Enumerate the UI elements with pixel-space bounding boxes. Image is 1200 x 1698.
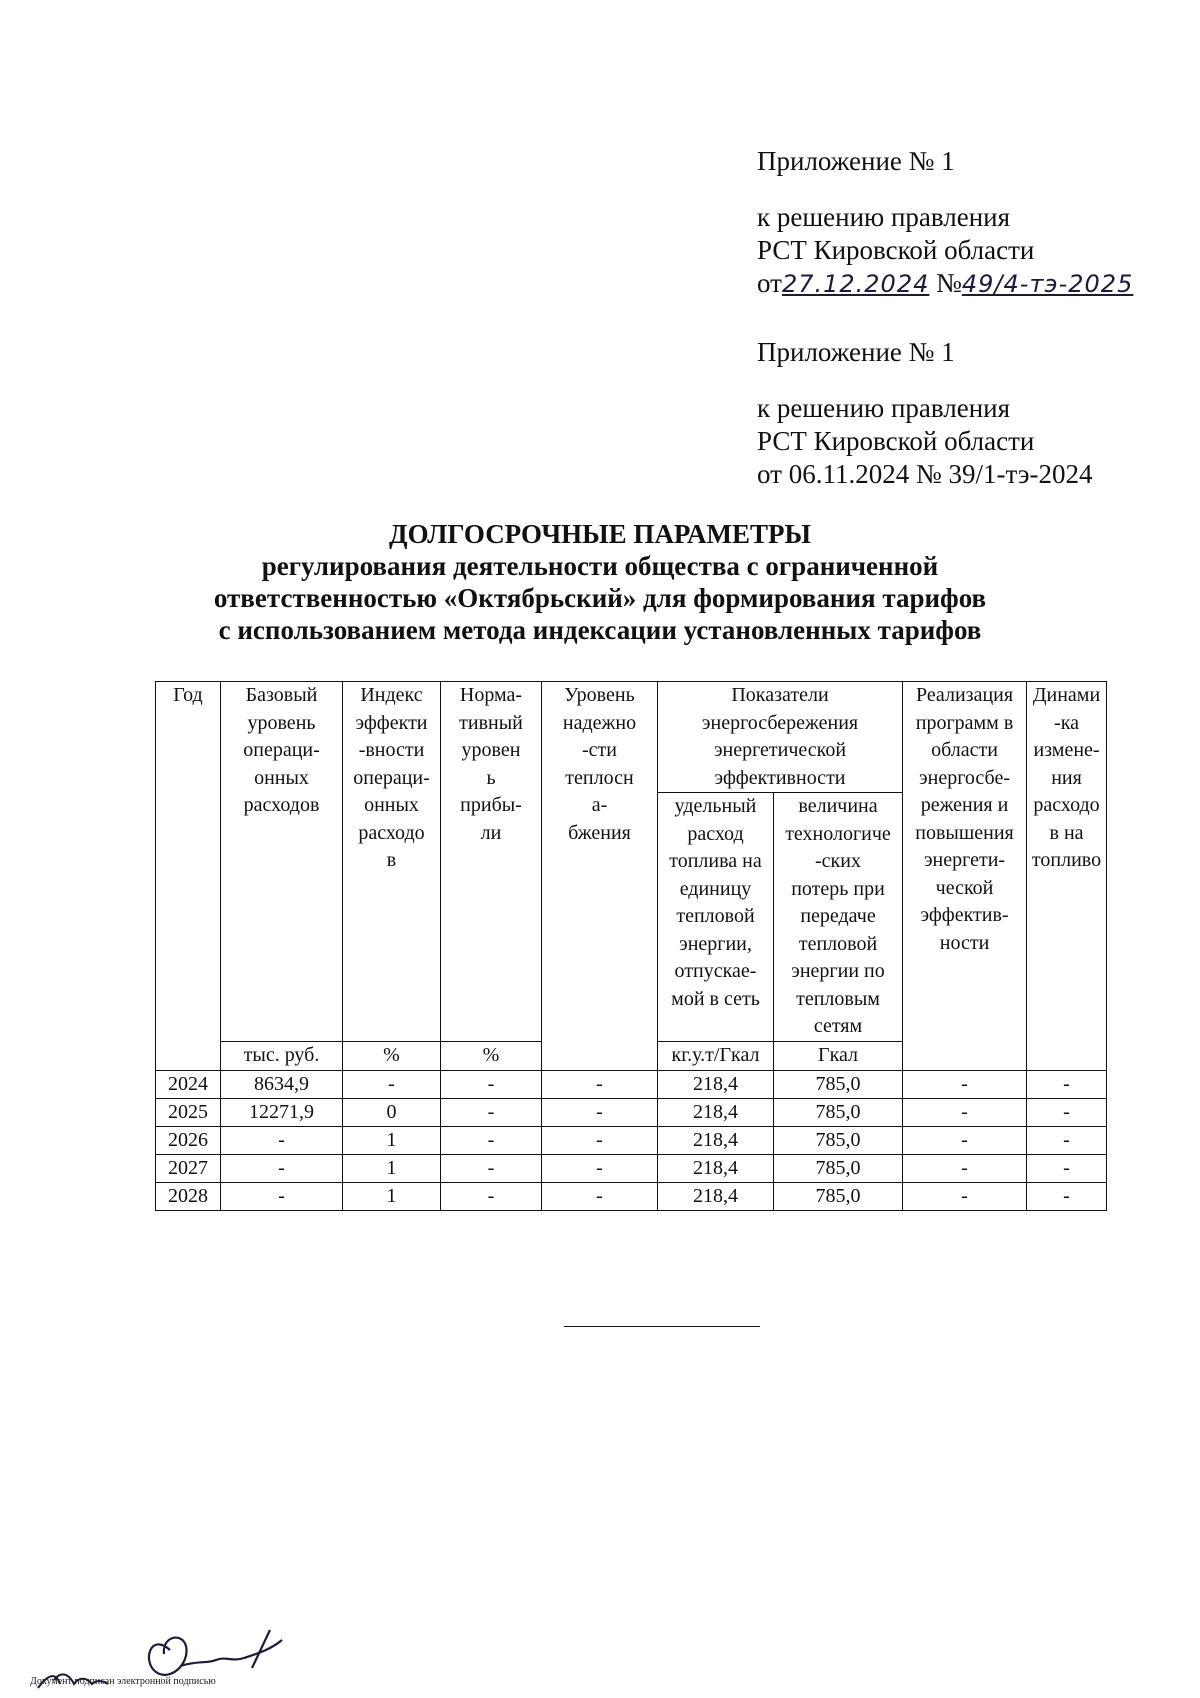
unit-normative-profit: % [441, 1041, 542, 1070]
header-line: Индекс [360, 684, 423, 706]
header-line: Уровень [564, 684, 635, 706]
cell-tech-losses: 785,0 [774, 1154, 903, 1182]
unit-tech-losses: Гкал [774, 1041, 903, 1070]
header-line: энергии, [679, 932, 752, 955]
header-line: ния [1051, 766, 1082, 789]
cell-efficiency-index: 1 [343, 1154, 441, 1182]
header-line: энергосбе- [919, 766, 1010, 789]
cell-normative-profit: - [441, 1098, 542, 1126]
table-row [156, 1126, 1107, 1154]
header-line: эффекти [355, 711, 428, 734]
header-line: уровень [247, 711, 316, 734]
header-line: Норма- [459, 684, 523, 706]
cell-tech-losses: 785,0 [774, 1126, 903, 1154]
cell-fuel-dynamics: - [1027, 1154, 1107, 1182]
end-of-document-rule [564, 1326, 760, 1327]
header-line: передаче [800, 905, 876, 927]
header-base-opex [221, 682, 343, 1042]
header-line: энергии по [791, 960, 885, 982]
appendix-label: Приложение № 1 [757, 146, 955, 176]
cell-base-opex: 12271,9 [221, 1098, 343, 1126]
unit-specific-fuel: кг.у.т/Гкал [658, 1041, 774, 1070]
header-line: эффективности [714, 766, 846, 789]
header-tech-losses [774, 793, 903, 1042]
header-line: технологиче [785, 822, 891, 845]
header-line: в [386, 849, 397, 871]
header-line: величина [798, 795, 878, 817]
cell-normative-profit: - [441, 1154, 542, 1182]
header-line: расходов [243, 794, 320, 816]
number-prefix: № [936, 268, 962, 298]
header-programs [903, 682, 1027, 1071]
header-line: Реализация [915, 684, 1014, 706]
cell-base-opex: - [221, 1154, 343, 1182]
header-line: расходо [358, 821, 425, 844]
table-row [156, 1098, 1107, 1126]
header-line: -вности [358, 739, 425, 761]
cell-reliability: - [542, 1182, 658, 1210]
header-line: сетям [813, 1015, 863, 1037]
title-line: с использованием метода индексации установленных тарифов [218, 615, 982, 645]
header-line: эффектив- [920, 904, 1009, 926]
cell-programs: - [903, 1182, 1027, 1210]
header-line: удельный [674, 795, 757, 817]
header-efficiency-index [343, 682, 441, 1042]
header-year: Год [156, 682, 221, 1071]
title-line: регулирования деятельности общества с ограниченной [261, 551, 939, 581]
header-line: уровен [461, 739, 521, 761]
cell-year: 2028 [156, 1182, 221, 1210]
header-line: тепловым [796, 987, 880, 1010]
header-reliability [542, 682, 658, 1071]
header-line: топлива на [669, 850, 762, 872]
header-line: режения и [920, 794, 1009, 816]
header-line: ь [486, 766, 496, 789]
header-line: бжения [568, 821, 631, 844]
title-main: ДОЛГОСРОЧНЫЕ ПАРАМЕТРЫ [389, 519, 811, 549]
header-line: мой в сеть [671, 987, 760, 1010]
header-line: области [931, 739, 998, 761]
long-term-parameters-table [155, 681, 1107, 1211]
header-line: ческой [935, 876, 994, 899]
appendix-header-current [757, 145, 1133, 301]
cell-year: 2027 [156, 1154, 221, 1182]
decision-line: к решению правления [757, 393, 1011, 423]
appendix-header-previous [757, 336, 1093, 491]
header-line: -сти [582, 739, 617, 761]
header-fuel-dynamics [1027, 682, 1107, 1071]
header-line: энергети- [923, 849, 1006, 871]
cell-efficiency-index: 1 [343, 1126, 441, 1154]
header-line: Динами [1032, 684, 1101, 706]
cell-reliability: - [542, 1098, 658, 1126]
header-specific-fuel [658, 793, 774, 1042]
cell-programs: - [903, 1098, 1027, 1126]
cell-programs: - [903, 1154, 1027, 1182]
header-line: тивный [459, 711, 523, 734]
document-title [150, 518, 1050, 646]
cell-tech-losses: 785,0 [774, 1182, 903, 1210]
cell-year: 2025 [156, 1098, 221, 1126]
cell-fuel-dynamics: - [1027, 1098, 1107, 1126]
header-line: тепловой [798, 932, 878, 955]
unit-base-opex: тыс. руб. [221, 1041, 343, 1070]
cell-normative-profit: - [441, 1182, 542, 1210]
header-energy-saving-group [658, 682, 903, 793]
cell-fuel-dynamics: - [1027, 1182, 1107, 1210]
cell-base-opex: - [221, 1126, 343, 1154]
header-line: тепловой [676, 905, 755, 927]
header-line: прибы- [460, 794, 522, 816]
header-line: расходо [1033, 794, 1100, 816]
header-line: а- [591, 794, 608, 816]
header-line: онных [364, 794, 419, 816]
header-line: операци- [243, 739, 320, 761]
cell-fuel-dynamics: - [1027, 1070, 1107, 1098]
header-normative-profit [441, 682, 542, 1042]
handwritten-date: 27.12.2024 [781, 270, 930, 298]
cell-specific-fuel: 218,4 [658, 1070, 774, 1098]
date-prefix: от [757, 268, 782, 298]
cell-tech-losses: 785,0 [774, 1098, 903, 1126]
cell-programs: - [903, 1126, 1027, 1154]
decision-date-number: от 06.11.2024 № 39/1-тэ-2024 [757, 459, 1093, 489]
header-line: энергосбережения [701, 711, 859, 734]
cell-reliability: - [542, 1070, 658, 1098]
table-row [156, 1154, 1107, 1182]
cell-specific-fuel: 218,4 [658, 1126, 774, 1154]
cell-reliability: - [542, 1126, 658, 1154]
authority-line: РСТ Кировской области [757, 235, 1035, 265]
cell-base-opex: 8634,9 [221, 1070, 343, 1098]
header-line: ли [480, 821, 502, 844]
header-line: ности [939, 931, 990, 954]
unit-efficiency-index: % [343, 1041, 441, 1070]
table-row [156, 1182, 1107, 1210]
cell-year: 2024 [156, 1070, 221, 1098]
decision-date-number [757, 267, 1133, 301]
header-line: топливо [1031, 849, 1102, 871]
header-line: Базовый [245, 684, 318, 706]
cell-tech-losses: 785,0 [774, 1070, 903, 1098]
title-line: ответственностью «Октябрьский» для формирования тарифов [213, 583, 987, 613]
header-line: энергетической [713, 739, 847, 761]
header-line: единицу [679, 877, 752, 900]
header-line: Показатели [731, 684, 829, 706]
header-row-1 [156, 682, 1107, 793]
appendix-label: Приложение № 1 [757, 337, 955, 367]
cell-specific-fuel: 218,4 [658, 1154, 774, 1182]
header-line: повышения [915, 821, 1014, 844]
cell-normative-profit: - [441, 1070, 542, 1098]
cell-year: 2026 [156, 1126, 221, 1154]
header-line: измене- [1033, 739, 1100, 761]
header-line: в на [1049, 821, 1084, 844]
header-line: -ских [815, 850, 861, 872]
header-line: потерь при [791, 877, 885, 900]
header-line: -ка [1054, 711, 1079, 734]
cell-base-opex: - [221, 1182, 343, 1210]
cell-efficiency-index: 1 [343, 1182, 441, 1210]
authority-line: РСТ Кировской области [757, 426, 1035, 456]
cell-normative-profit: - [441, 1126, 542, 1154]
handwritten-number: 49/4-тэ-2025 [961, 270, 1134, 298]
table-row [156, 1070, 1107, 1098]
cell-fuel-dynamics: - [1027, 1126, 1107, 1154]
cell-efficiency-index: - [343, 1070, 441, 1098]
cell-specific-fuel: 218,4 [658, 1098, 774, 1126]
header-line: надежно [562, 711, 637, 734]
cell-programs: - [903, 1070, 1027, 1098]
decision-line: к решению правления [757, 202, 1011, 232]
header-line: программ в [915, 711, 1014, 734]
cell-efficiency-index: 0 [343, 1098, 441, 1126]
header-line: онных [254, 766, 309, 789]
cell-specific-fuel: 218,4 [658, 1182, 774, 1210]
header-line: теплосн [565, 766, 634, 789]
header-line: расход [687, 822, 744, 845]
header-line: операци- [353, 766, 430, 789]
signature-stamp-text: Документ подписан электронной подписью [30, 1676, 216, 1687]
cell-reliability: - [542, 1154, 658, 1182]
header-line: отпускае- [674, 960, 757, 982]
